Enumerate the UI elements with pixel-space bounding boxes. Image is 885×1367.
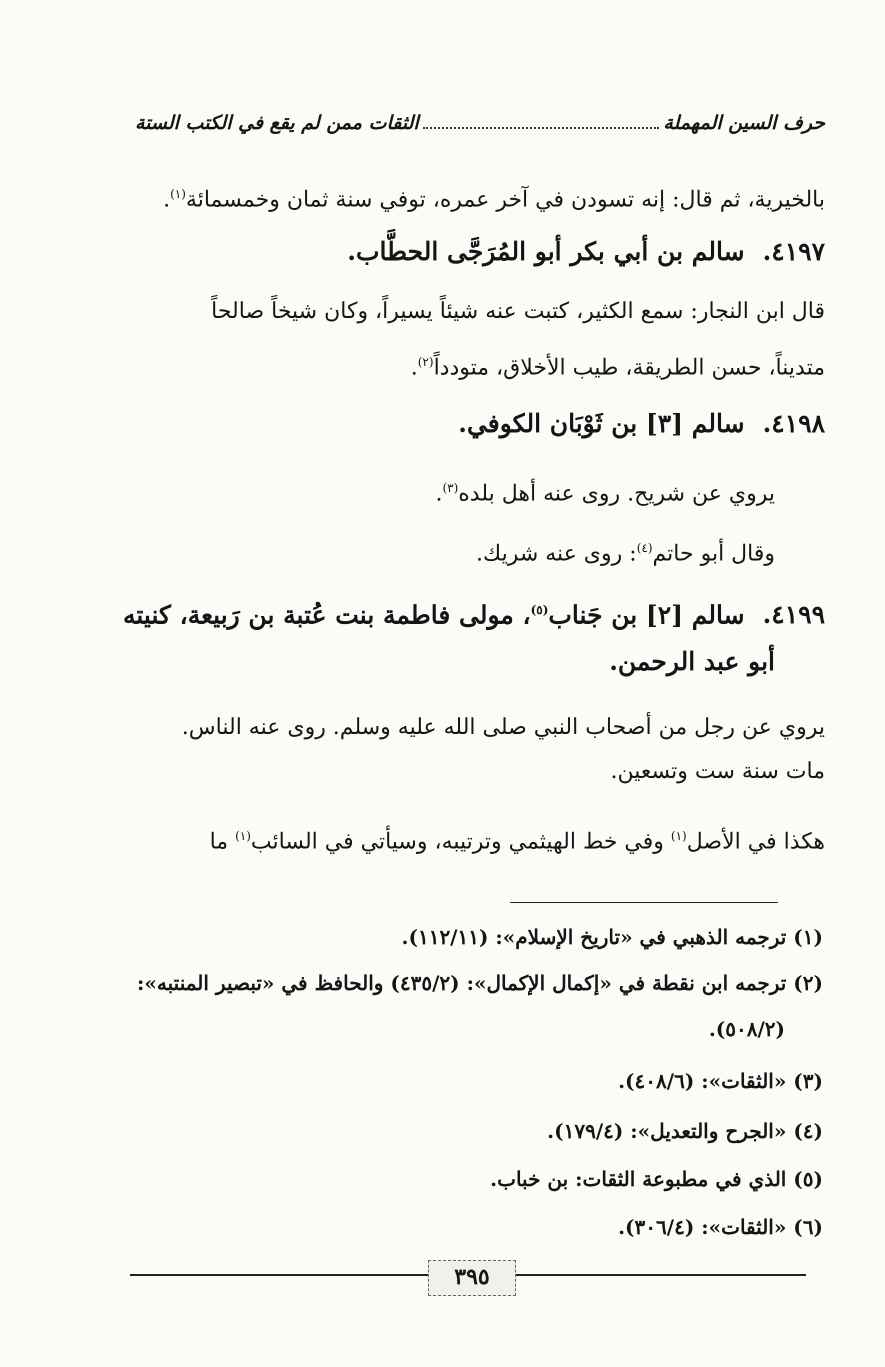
- footnote-2: (٢) ترجمه ابن نقطة في «إكمال الإكمال»: (٤٣٥/٢) والحافظ في «تبصير المنتبه»:: [137, 971, 823, 995]
- footer-rule-left: [130, 1274, 428, 1276]
- footnote-6: (٦) «الثقات»: (٣٠٦/٤).: [618, 1215, 823, 1239]
- footnote-2-cont: (٥٠٨/٢).: [708, 1017, 785, 1041]
- footnote-3: (٣) «الثقات»: (٤٠٨/٦).: [618, 1069, 823, 1093]
- footnote-4: (٤) «الجرح والتعديل»: (١٧٩/٤).: [547, 1119, 823, 1143]
- text-line: يروي عن رجل من أصحاب النبي صلى الله عليه وسلم. روى عنه الناس.: [181, 715, 825, 740]
- footnote-separator: [510, 902, 778, 903]
- entry-4198: ٤١٩٨.سالم [٣] بن ثَوْبَان الكوفي.: [458, 409, 825, 438]
- footnote-5: (٥) الذي في مطبوعة الثقات: بن خباب.: [490, 1167, 823, 1191]
- header-dots: [423, 127, 660, 129]
- page-number: ٣٩٥: [428, 1260, 516, 1296]
- text-line: متديناً، حسن الطريقة، طيب الأخلاق، متودداً$^{(٢)}$.: [410, 355, 825, 381]
- text-line: بالخيرية، ثم قال: إنه تسودن في آخر عمره، توفي سنة ثمان وخمسمائة$^{(١)}$.: [163, 187, 825, 213]
- footer-rule-right: [514, 1274, 806, 1276]
- text-line: هكذا في الأصل$^{(١)}$ وفي خط الهيثمي وترتيبه، وسيأتي في السائب$^{(١)}$ ما: [209, 829, 825, 855]
- footnote-1: (١) ترجمه الذهبي في «تاريخ الإسلام»: (١١٢/١١).: [401, 925, 823, 949]
- entry-4199-cont: أبو عبد الرحمن.: [609, 647, 775, 676]
- header-chapter: حرف السين المهملة: [663, 112, 825, 134]
- entry-4199: ٤١٩٩.سالم [٢] بن جَناب$^{(٥)}$، مولى فاطمة بنت عُتبة بن رَبيعة، كنيته: [122, 600, 825, 630]
- text-line: مات سنة ست وتسعين.: [610, 759, 825, 784]
- header-book-title: الثقات ممن لم يقع في الكتب الستة: [135, 112, 419, 134]
- text-line: يروي عن شريح. روى عنه أهل بلده$^{(٣)}$.: [435, 481, 775, 507]
- running-header: [135, 112, 825, 134]
- entry-4197: ٤١٩٧.سالم بن أبي بكر أبو المُرَجَّى الحطَّاب.: [347, 237, 825, 266]
- text-line: قال ابن النجار: سمع الكثير، كتبت عنه شيئاً يسيراً، وكان شيخاً صالحاً: [211, 299, 825, 324]
- text-line: وقال أبو حاتم$^{(٤)}$: روى عنه شريك.: [476, 541, 775, 567]
